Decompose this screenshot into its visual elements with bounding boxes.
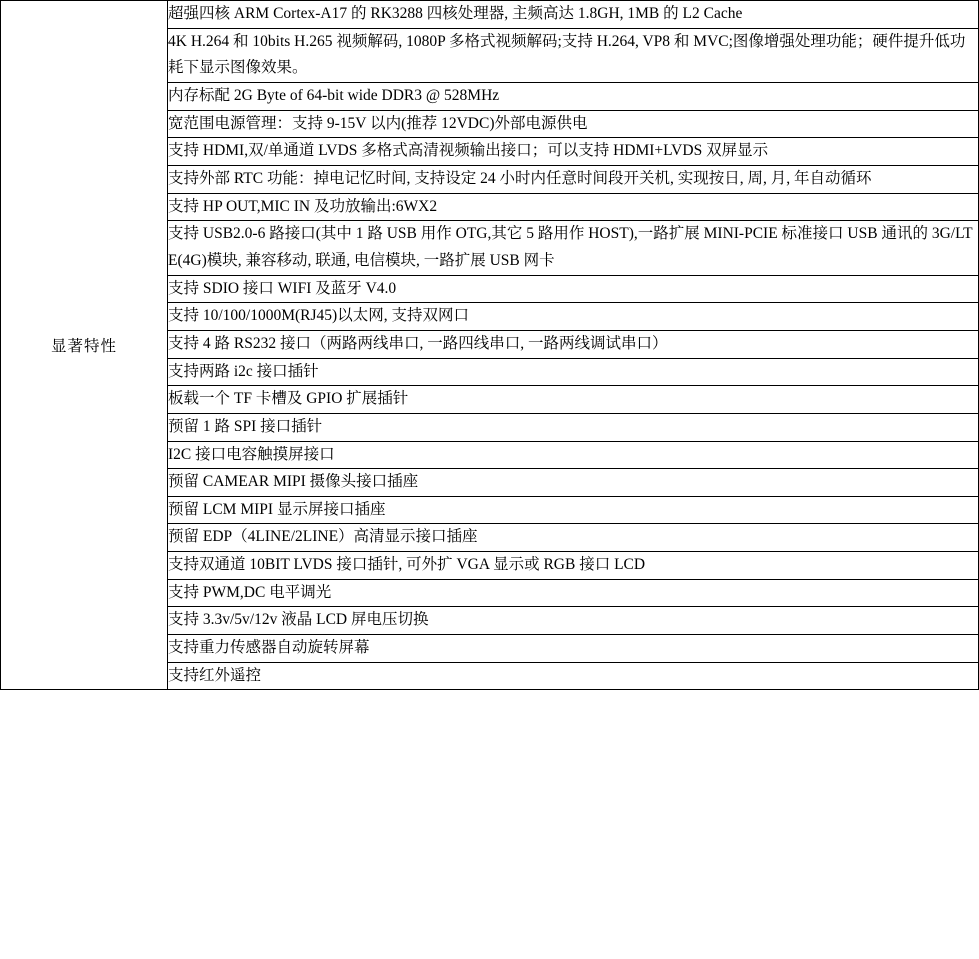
feature-text: 宽范围电源管理：支持 9-15V 以内(推荐 12VDC)外部电源供电 xyxy=(168,114,588,132)
feature-cell xyxy=(168,1,979,29)
feature-text: 内存标配 2G Byte of 64-bit wide DDR3 @ 528MHz xyxy=(168,86,500,104)
feature-cell xyxy=(168,524,979,552)
feature-cell xyxy=(168,82,979,110)
feature-text: 支持 USB2.0-6 路接口(其中 1 路 USB 用作 OTG,其它 5 路用作 HOST),一路扩展 MINI-PCIE 标准接口 USB 通讯的 3G/LTE(4G)模块, 兼容移动, 联通, 电信模块, 一路扩展 USB 网卡 xyxy=(168,225,973,269)
feature-cell xyxy=(168,635,979,663)
feature-cell xyxy=(168,386,979,414)
feature-cell xyxy=(168,28,979,82)
feature-text: 板载一个 TF 卡槽及 GPIO 扩展插针 xyxy=(168,390,409,408)
feature-cell xyxy=(168,579,979,607)
feature-text: 支持外部 RTC 功能：掉电记忆时间, 支持设定 24 小时内任意时间段开关机, 实现按日, 周, 月, 年自动循环 xyxy=(168,169,872,187)
feature-cell xyxy=(168,441,979,469)
feature-cell xyxy=(168,138,979,166)
feature-text: 预留 1 路 SPI 接口插针 xyxy=(168,417,323,435)
feature-cell xyxy=(168,165,979,193)
feature-text: 支持 10/100/1000M(RJ45)以太网, 支持双网口 xyxy=(168,307,469,325)
feature-cell xyxy=(168,275,979,303)
table-row xyxy=(1,1,979,29)
feature-text: 支持红外遥控 xyxy=(168,666,262,684)
feature-cell xyxy=(168,193,979,221)
table-body xyxy=(1,1,979,690)
feature-text: I2C 接口电容触摸屏接口 xyxy=(168,445,335,463)
feature-cell xyxy=(168,607,979,635)
feature-cell xyxy=(168,496,979,524)
feature-text: 支持 HP OUT,MIC IN 及功放输出:6WX2 xyxy=(168,197,438,215)
feature-text: 支持 PWM,DC 电平调光 xyxy=(168,583,332,601)
feature-cell xyxy=(168,469,979,497)
feature-text: 支持双通道 10BIT LVDS 接口插针, 可外扩 VGA 显示或 RGB 接口 LCD xyxy=(168,556,646,574)
feature-cell xyxy=(168,330,979,358)
feature-text: 预留 EDP（4LINE/2LINE）高清显示接口插座 xyxy=(168,528,478,546)
feature-cell xyxy=(168,358,979,386)
feature-text: 4K H.264 和 10bits H.265 视频解码, 1080P 多格式视频解码;支持 H.264, VP8 和 MVC;图像增强处理功能；硬件提升低功耗下显示图像效果。 xyxy=(168,32,966,77)
feature-cell xyxy=(168,221,979,275)
feature-text: 支持重力传感器自动旋转屏幕 xyxy=(168,639,370,657)
feature-text: 支持 SDIO 接口 WIFI 及蓝牙 V4.0 xyxy=(168,279,397,297)
feature-text: 支持 3.3v/5v/12v 液晶 LCD 屏电压切换 xyxy=(168,611,429,629)
feature-cell xyxy=(168,662,979,690)
feature-text: 预留 CAMEAR MIPI 摄像头接口插座 xyxy=(168,473,419,491)
feature-text: 预留 LCM MIPI 显示屏接口插座 xyxy=(168,500,386,518)
row-label-cell: 显著特性 xyxy=(1,1,168,690)
feature-text: 超强四核 ARM Cortex-A17 的 RK3288 四核处理器, 主频高达 1.8GH, 1MB 的 L2 Cache xyxy=(168,5,743,22)
feature-cell xyxy=(168,110,979,138)
feature-text: 支持两路 i2c 接口插针 xyxy=(168,362,319,380)
feature-cell xyxy=(168,303,979,331)
feature-cell xyxy=(168,413,979,441)
feature-text: 支持 4 路 RS232 接口（两路两线串口, 一路四线串口, 一路两线调试串口） xyxy=(168,334,668,352)
feature-cell xyxy=(168,552,979,580)
feature-text: 支持 HDMI,双/单通道 LVDS 多格式高清视频输出接口；可以支持 HDMI+LVDS 双屏显示 xyxy=(168,142,769,160)
